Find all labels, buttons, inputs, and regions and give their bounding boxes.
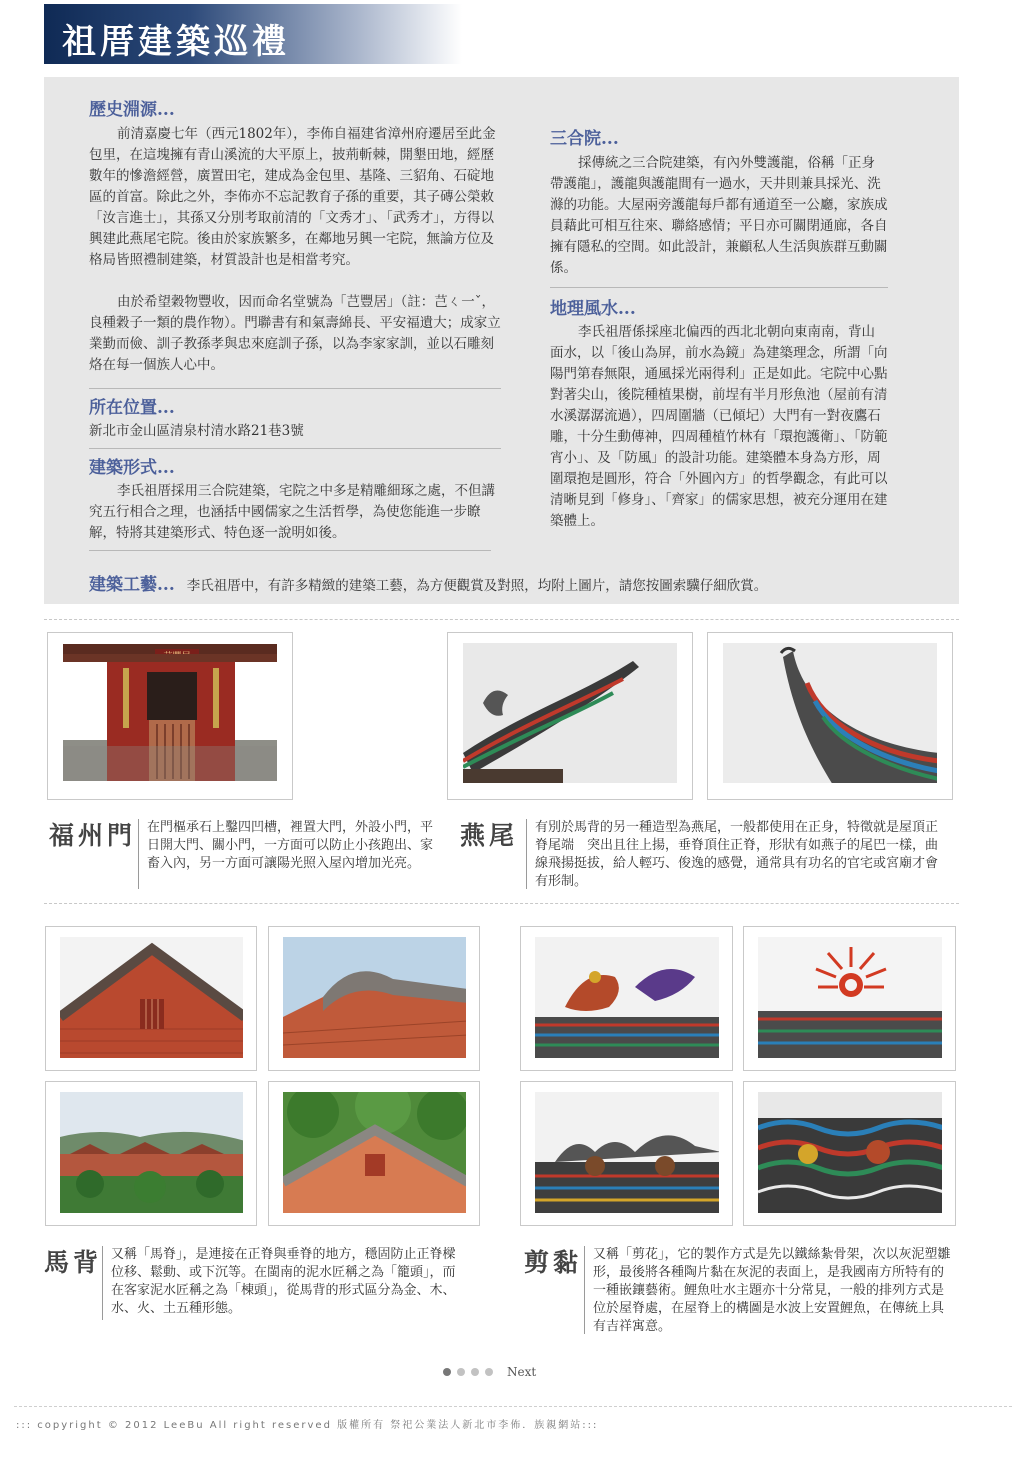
right-column [550, 124, 888, 532]
horseback-illustration-1 [60, 937, 243, 1058]
photo-horseback-3[interactable] [45, 1081, 257, 1226]
fuzhou-gate-title: 福州門 [49, 821, 137, 850]
craft-row [89, 570, 767, 595]
copyright-footer: ::: copyright © 2012 LeeBu All right reserved 版權所有 祭祀公業法人新北市李佈．族親網站::: [16, 1420, 599, 1431]
page-header-banner [44, 4, 462, 64]
horseback-title: 馬背 [44, 1248, 103, 1277]
divider [89, 388, 501, 389]
photo-horseback-1[interactable] [45, 926, 257, 1071]
pagination [443, 1362, 536, 1382]
photo-jiannian-2[interactable] [743, 926, 956, 1071]
craft-text: 李氏祖厝中，有許多精緻的建築工藝，為方便觀賞及對照，均附上圖片，請您按圖索驥仔細欣賞。 [186, 578, 768, 594]
craft-heading: 建築工藝... [89, 575, 175, 595]
left-column [89, 95, 501, 551]
footer-divider [14, 1406, 1012, 1407]
swallowtail-title: 燕尾 [460, 821, 519, 850]
form-heading: 建築形式... [89, 458, 175, 478]
location-address: 新北市金山區清泉村清水路21巷3號 [89, 423, 304, 439]
next-link[interactable]: Next [507, 1365, 537, 1379]
section-divider [44, 619, 959, 620]
history-paragraph-2: 由於希望穀物豐收，因而命名堂號為「芑豐居」（註：芑ㄑ一ˇ，良種穀子一類的農作物）。門聯書有和氣壽綿長、平安福遺大；成家立業勤而儉、訓子教孫孝與忠來庭訓子孫，以為李家家訓，並以石雕刻烙在每一個族人心中。 [89, 294, 501, 373]
jiannian-illustration-4 [758, 1092, 942, 1213]
page-dot-1[interactable] [443, 1368, 451, 1376]
fengshui-paragraph: 李氏祖厝係採座北偏西的西北北朝向東南南，背山面水，以「後山為屏，前水為鏡」為建築理念，所謂「向陽門第春無限，通風採光兩得利」正是如此。宅院中心點對著尖山，後院種植果樹，前埕有半月形魚池（屋前有清水溪潺潺流過），四周圍牆（已傾圮）大門有一對夜鷹石雕，十分生動傳神，四周種植竹林有「環抱護衛」、「防範宵小」、及「防風」的設計功能。建築體本身為方形，周圍環抱是圓形，符合「外圓內方」的哲學觀念，有此可以清晰見到「修身」、「齊家」的儒家思想，被充分運用在建築體上。 [550, 324, 888, 529]
fuzhou-gate-illustration [63, 644, 277, 781]
divider [89, 448, 501, 449]
swallowtail-illustration-1 [463, 643, 677, 783]
photo-swallowtail-1[interactable] [447, 632, 693, 800]
divider [550, 287, 888, 288]
page-dot-2[interactable] [457, 1368, 465, 1376]
page-dot-4[interactable] [485, 1368, 493, 1376]
jiannian-title: 剪黏 [524, 1248, 583, 1277]
horseback-illustration-2 [283, 937, 466, 1058]
divider [89, 550, 491, 551]
history-paragraph-1: 前清嘉慶七年（西元1802年），李佈自福建省漳州府遷居至此金包里，在這塊擁有青山溪流的大平原上，披荊斬棘，開墾田地，經歷數年的慘澹經營，廣置田宅，建成為金包里、基隆、三貂角、石碇地區的首富。除此之外，李佈亦不忘記教育子孫的重要，其子磚公榮敕「汝言進士」，其孫又分別考取前清的「文秀才」、「武秀才」，方得以興建此燕尾宅院。後由於家族繁多，在鄰地另興一宅院，無論方位及格局皆照禮制建築，材質設計也是相當考究。 [89, 126, 496, 268]
photo-jiannian-4[interactable] [743, 1081, 956, 1226]
info-panel [44, 77, 959, 604]
horseback-illustration-3 [60, 1092, 243, 1213]
photo-jiannian-3[interactable] [520, 1081, 733, 1226]
page-dot-3[interactable] [471, 1368, 479, 1376]
form-paragraph: 李氏祖厝採用三合院建築，宅院之中多是精雕細琢之處，不但講究五行相合之理，也涵括中國儒家之生活哲學，為使您能進一步瞭解，特將其建築形式、特色逐一說明如後。 [89, 483, 495, 541]
photo-horseback-2[interactable] [268, 926, 480, 1071]
sanheyuan-paragraph: 採傳統之三合院建築，有內外雙護龍，俗稱「正身帶護龍」，護龍與護龍間有一過水，天井則兼具採光、洗滌的功能。大屋兩旁護龍每戶都有通道至一公廳，家族成員藉此可相互往來、聯絡感情；平日亦可關閉通廊，各自擁有隱私的空間。如此設計，兼顧私人生活與族群互動關係。 [550, 155, 888, 276]
fengshui-heading: 地理風水... [550, 299, 636, 319]
swallowtail-text: 有別於馬背的另一種造型為燕尾，一般都使用在正身，特徵就是屋頂正脊尾端 突出且往上揚，垂脊頂住正脊，形狀有如燕子的尾巴一樣，曲線飛揚挺拔，給人輕巧、俊逸的感覺，通常具有功名的官宅或宮廟才會有形制。 [526, 819, 950, 889]
jiannian-illustration-1 [535, 937, 719, 1058]
swallowtail-illustration-2 [723, 643, 937, 783]
location-heading: 所在位置... [89, 398, 175, 418]
horseback-text: 又稱「馬脊」，是連接在正脊與垂脊的地方，穩固防止正脊樑位移、鬆動、或下沉等。在閩南的泥水匠稱之為「籠頭」，而在客家泥水匠稱之為「棟頭」，從馬背的形式區分為金、木、水、火、土五種形態。 [102, 1246, 458, 1320]
history-heading: 歷史淵源... [89, 100, 175, 120]
sanheyuan-heading: 三合院... [550, 129, 619, 149]
fuzhou-gate-text: 在門樞承石上鑿四凹槽，裡置大門，外設小門，平日開大門、關小門，一方面可以防止小孩跑出、家畜入內，另一方面可讓陽光照入屋內增加光亮。 [138, 819, 434, 889]
horseback-illustration-4 [283, 1092, 466, 1213]
page-title: 祖厝建築巡禮 [62, 22, 290, 62]
photo-fuzhou-gate[interactable] [47, 632, 293, 800]
photo-swallowtail-2[interactable] [707, 632, 953, 800]
section-divider [44, 903, 959, 904]
photo-jiannian-1[interactable] [520, 926, 733, 1071]
jiannian-text: 又稱「剪花」，它的製作方式是先以鐵絲紮骨架，次以灰泥塑雛形，最後將各種陶片黏在灰泥的表面上，是我國南方所特有的一種嵌鑲藝術。鯉魚吐水主題亦十分常見，一般的排列方式是位於屋脊處，在屋脊上的構圖是水波上安置鯉魚，在傳統上具有吉祥寓意。 [584, 1246, 954, 1334]
jiannian-illustration-2 [758, 937, 942, 1058]
jiannian-illustration-3 [535, 1092, 719, 1213]
photo-horseback-4[interactable] [268, 1081, 480, 1226]
